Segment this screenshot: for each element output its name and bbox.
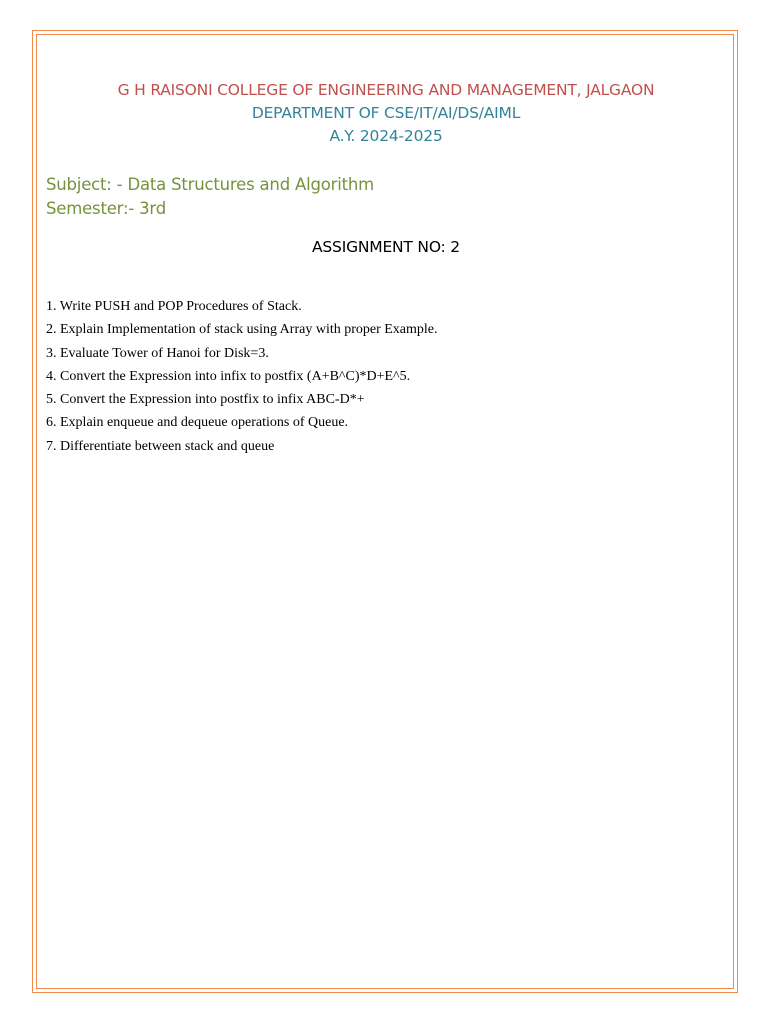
question-list xyxy=(46,295,438,458)
question-item: 4. Convert the Expression into infix to postfix (A+B^C)*D+E^5. xyxy=(46,368,411,384)
department-name: DEPARTMENT OF CSE/IT/AI/DS/AIML xyxy=(251,104,521,122)
college-name: G H RAISONI COLLEGE OF ENGINEERING AND MANAGEMENT, JALGAON xyxy=(117,81,655,99)
question-item: 6. Explain enqueue and dequeue operations of Queue. xyxy=(46,415,349,431)
question-item: 1. Write PUSH and POP Procedures of Stack. xyxy=(46,299,302,314)
course-info xyxy=(46,173,374,221)
question-item: 3. Evaluate Tower of Hanoi for Disk=3. xyxy=(46,345,269,361)
question-item: 5. Convert the Expression into postfix to infix ABC-D*+ xyxy=(46,392,365,408)
academic-year: A.Y. 2024-2025 xyxy=(329,127,443,145)
question-item: 7. Differentiate between stack and queue xyxy=(46,438,275,454)
assignment-title: ASSIGNMENT NO: 2 xyxy=(312,238,460,256)
document-header xyxy=(36,79,736,148)
subject-line: Subject: - Data Structures and Algorithm xyxy=(46,175,375,194)
question-item: 2. Explain Implementation of stack using Array with proper Example. xyxy=(46,322,438,338)
semester-line: Semester:- 3rd xyxy=(46,199,166,218)
